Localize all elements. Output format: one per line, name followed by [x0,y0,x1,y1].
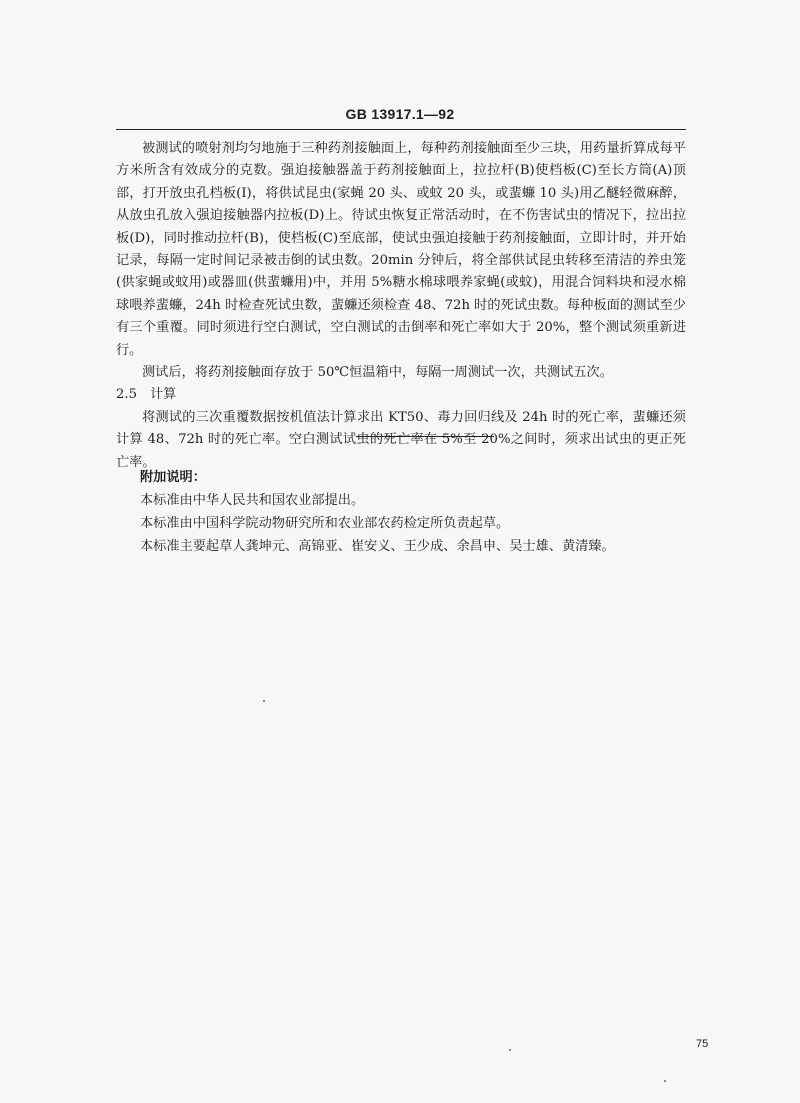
test-procedure-paragraph: 被测试的喷射剂均匀地施于三种药剂接触面上，每种药剂接触面至少三块，用药量折算成每平方米所含有效成分的克数。强迫接触器盖于药剂接触面上，拉拉杆(B)使档板(C)至长方筒(A)顶部，打开放虫孔档板(I)，将供试昆虫(家蝇 20 头、或蚊 20 头，或蜚蠊 10 头)用乙醚轻微麻醉，从放虫孔放入强迫接触器内拉板(D)上。待试虫恢复正常活动时，在不伤害试虫的情况下，拉出拉板(D)，同时推动拉杆(B)，使档板(C)至底部，使试虫强迫接触于药剂接触面，立即计时，并开始记录，每隔一定时间记录被击倒的试虫数。20min 分钟后，将全部供试昆虫转移至清洁的养虫笼(供家蝇或蚊用)或器皿(供蜚蠊用)中，并用 5%糖水棉球喂养家蝇(或蚊)，用混合饲料块和浸水棉球喂养蜚蠊，24h 时检查死试虫数，蜚蠊还须检查 48、72h 时的死试虫数。每种板面的测试至少有三个重覆。同时须进行空白测试，空白测试的击倒率和死亡率如大于 20%，整个测试须重新进行。 [116,141,686,358]
notes-line: 本标准由中国科学院动物研究所和农业部农药检定所负责起草。 [140,516,510,531]
calculation-paragraph: 将测试的三次重覆数据按机值法计算求出 KT50、毒力回归线及 24h 时的死亡率，蜚蠊还须计算 48、72h 时的死亡率。空白测试试虫的死亡率在 5%至 20%之间时，须求出试虫的更正死亡率。 [116,409,686,470]
notes-title: 附加说明： [140,470,206,485]
scan-speck [664,1080,666,1082]
scan-speck [263,700,265,702]
page-number: 75 [696,1038,709,1050]
scan-speck [509,1049,511,1051]
post-test-paragraph: 测试后，将药剂接触面存放于 50℃恒温箱中，每隔一周测试一次，共测试五次。 [142,365,613,381]
body-content [116,138,686,474]
header-divider [116,129,686,130]
notes-line: 本标准主要起草人龚坤元、高锦亚、崔安义、王少成、余昌申、吴士雄、黄清臻。 [140,539,615,554]
section-heading [116,384,686,406]
end-of-text-rule [356,436,494,437]
notes-line: 本标准由中华人民共和国农业部提出。 [140,493,365,508]
additional-notes [140,466,700,558]
section-number: 2.5 [116,387,137,403]
standard-code-header: GB 13917.1—92 [345,106,455,122]
section-title: 计算 [150,387,177,403]
